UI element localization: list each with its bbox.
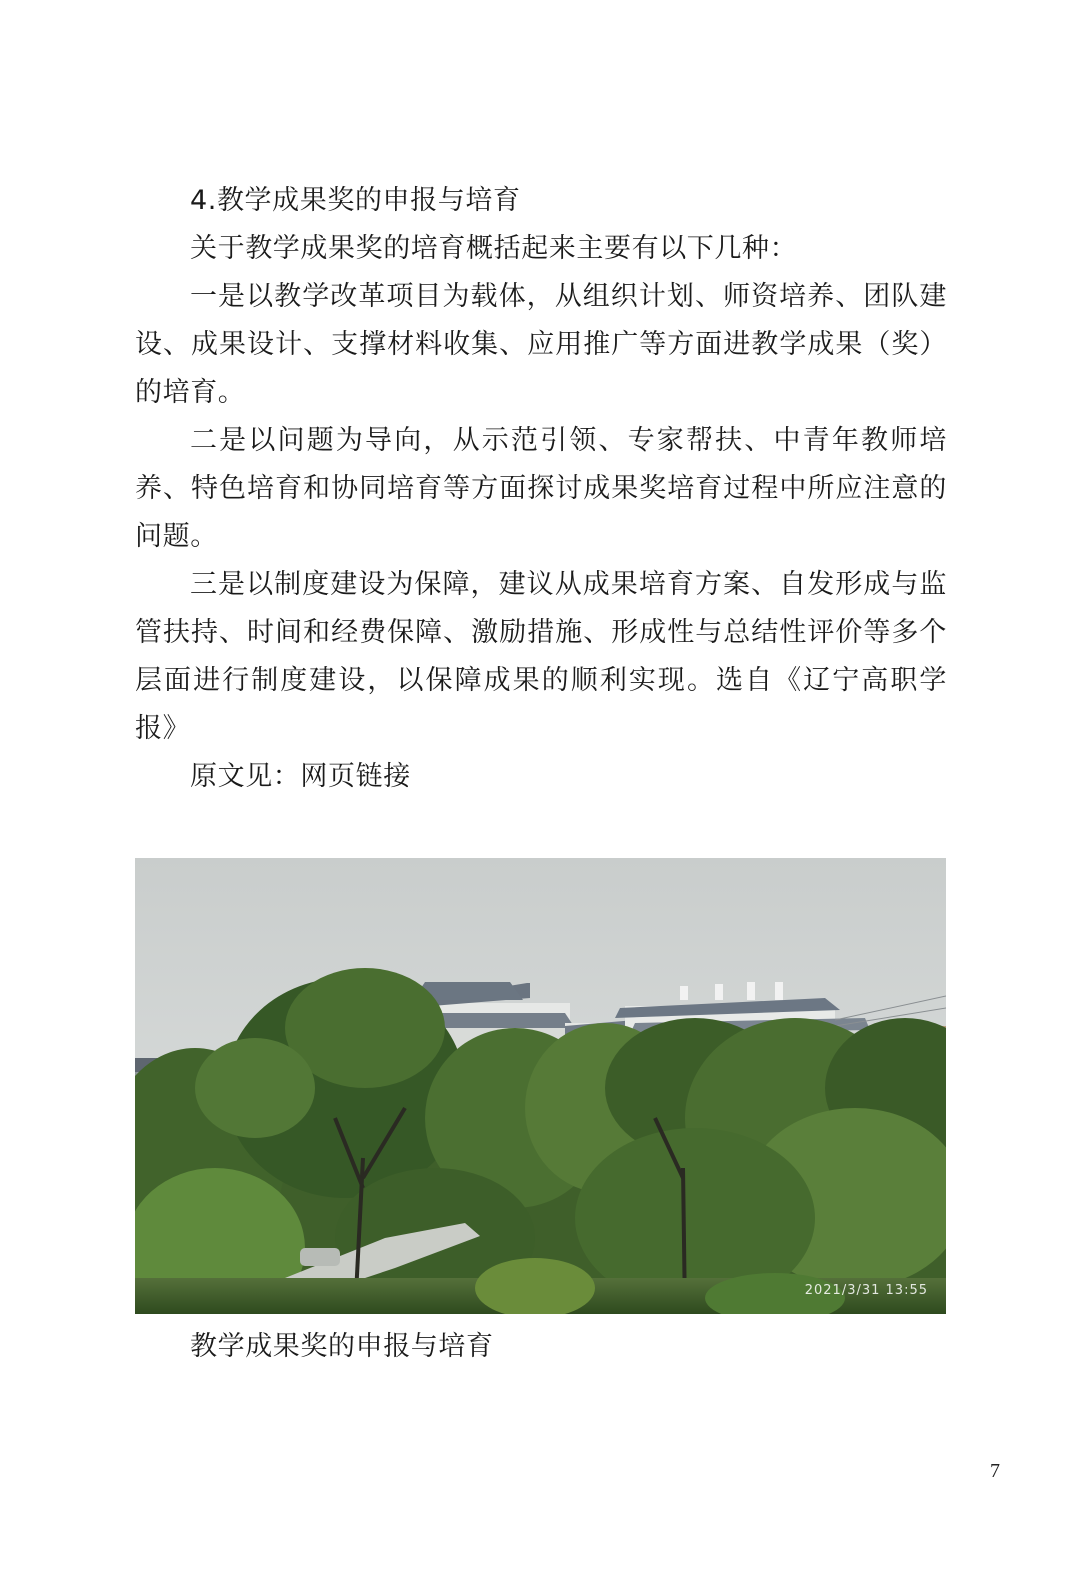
photo-timestamp: 2021/3/31 13:55: [804, 1283, 928, 1298]
campus-photo: [135, 858, 946, 1314]
section-heading: 4.教学成果奖的申报与培育: [190, 185, 521, 216]
photo-caption: 教学成果奖的申报与培育: [190, 1331, 494, 1362]
page-number: 7: [990, 1460, 1000, 1482]
source-link-line[interactable]: 原文见：网页链接: [190, 761, 411, 792]
intro-paragraph: 关于教学成果奖的培育概括起来主要有以下几种：: [190, 233, 798, 264]
paragraph-third-method: 三是以制度建设为保障，建议从成果培育方案、自发形成与监管扶持、时间和经费保障、激励措施、形成性与总结性评价等多个层面进行制度建设，以保障成果的顺利实现。选自《辽宁高职学报》: [135, 569, 947, 744]
paragraph-second-method: 二是以问题为导向，从示范引领、专家帮扶、中青年教师培养、特色培育和协同培育等方面探讨成果奖培育过程中所应注意的问题。: [135, 425, 947, 552]
article-body: [135, 177, 947, 801]
paragraph-first-method: 一是以教学改革项目为载体，从组织计划、师资培养、团队建设、成果设计、支撑材料收集、应用推广等方面进教学成果（奖）的培育。: [135, 281, 947, 408]
